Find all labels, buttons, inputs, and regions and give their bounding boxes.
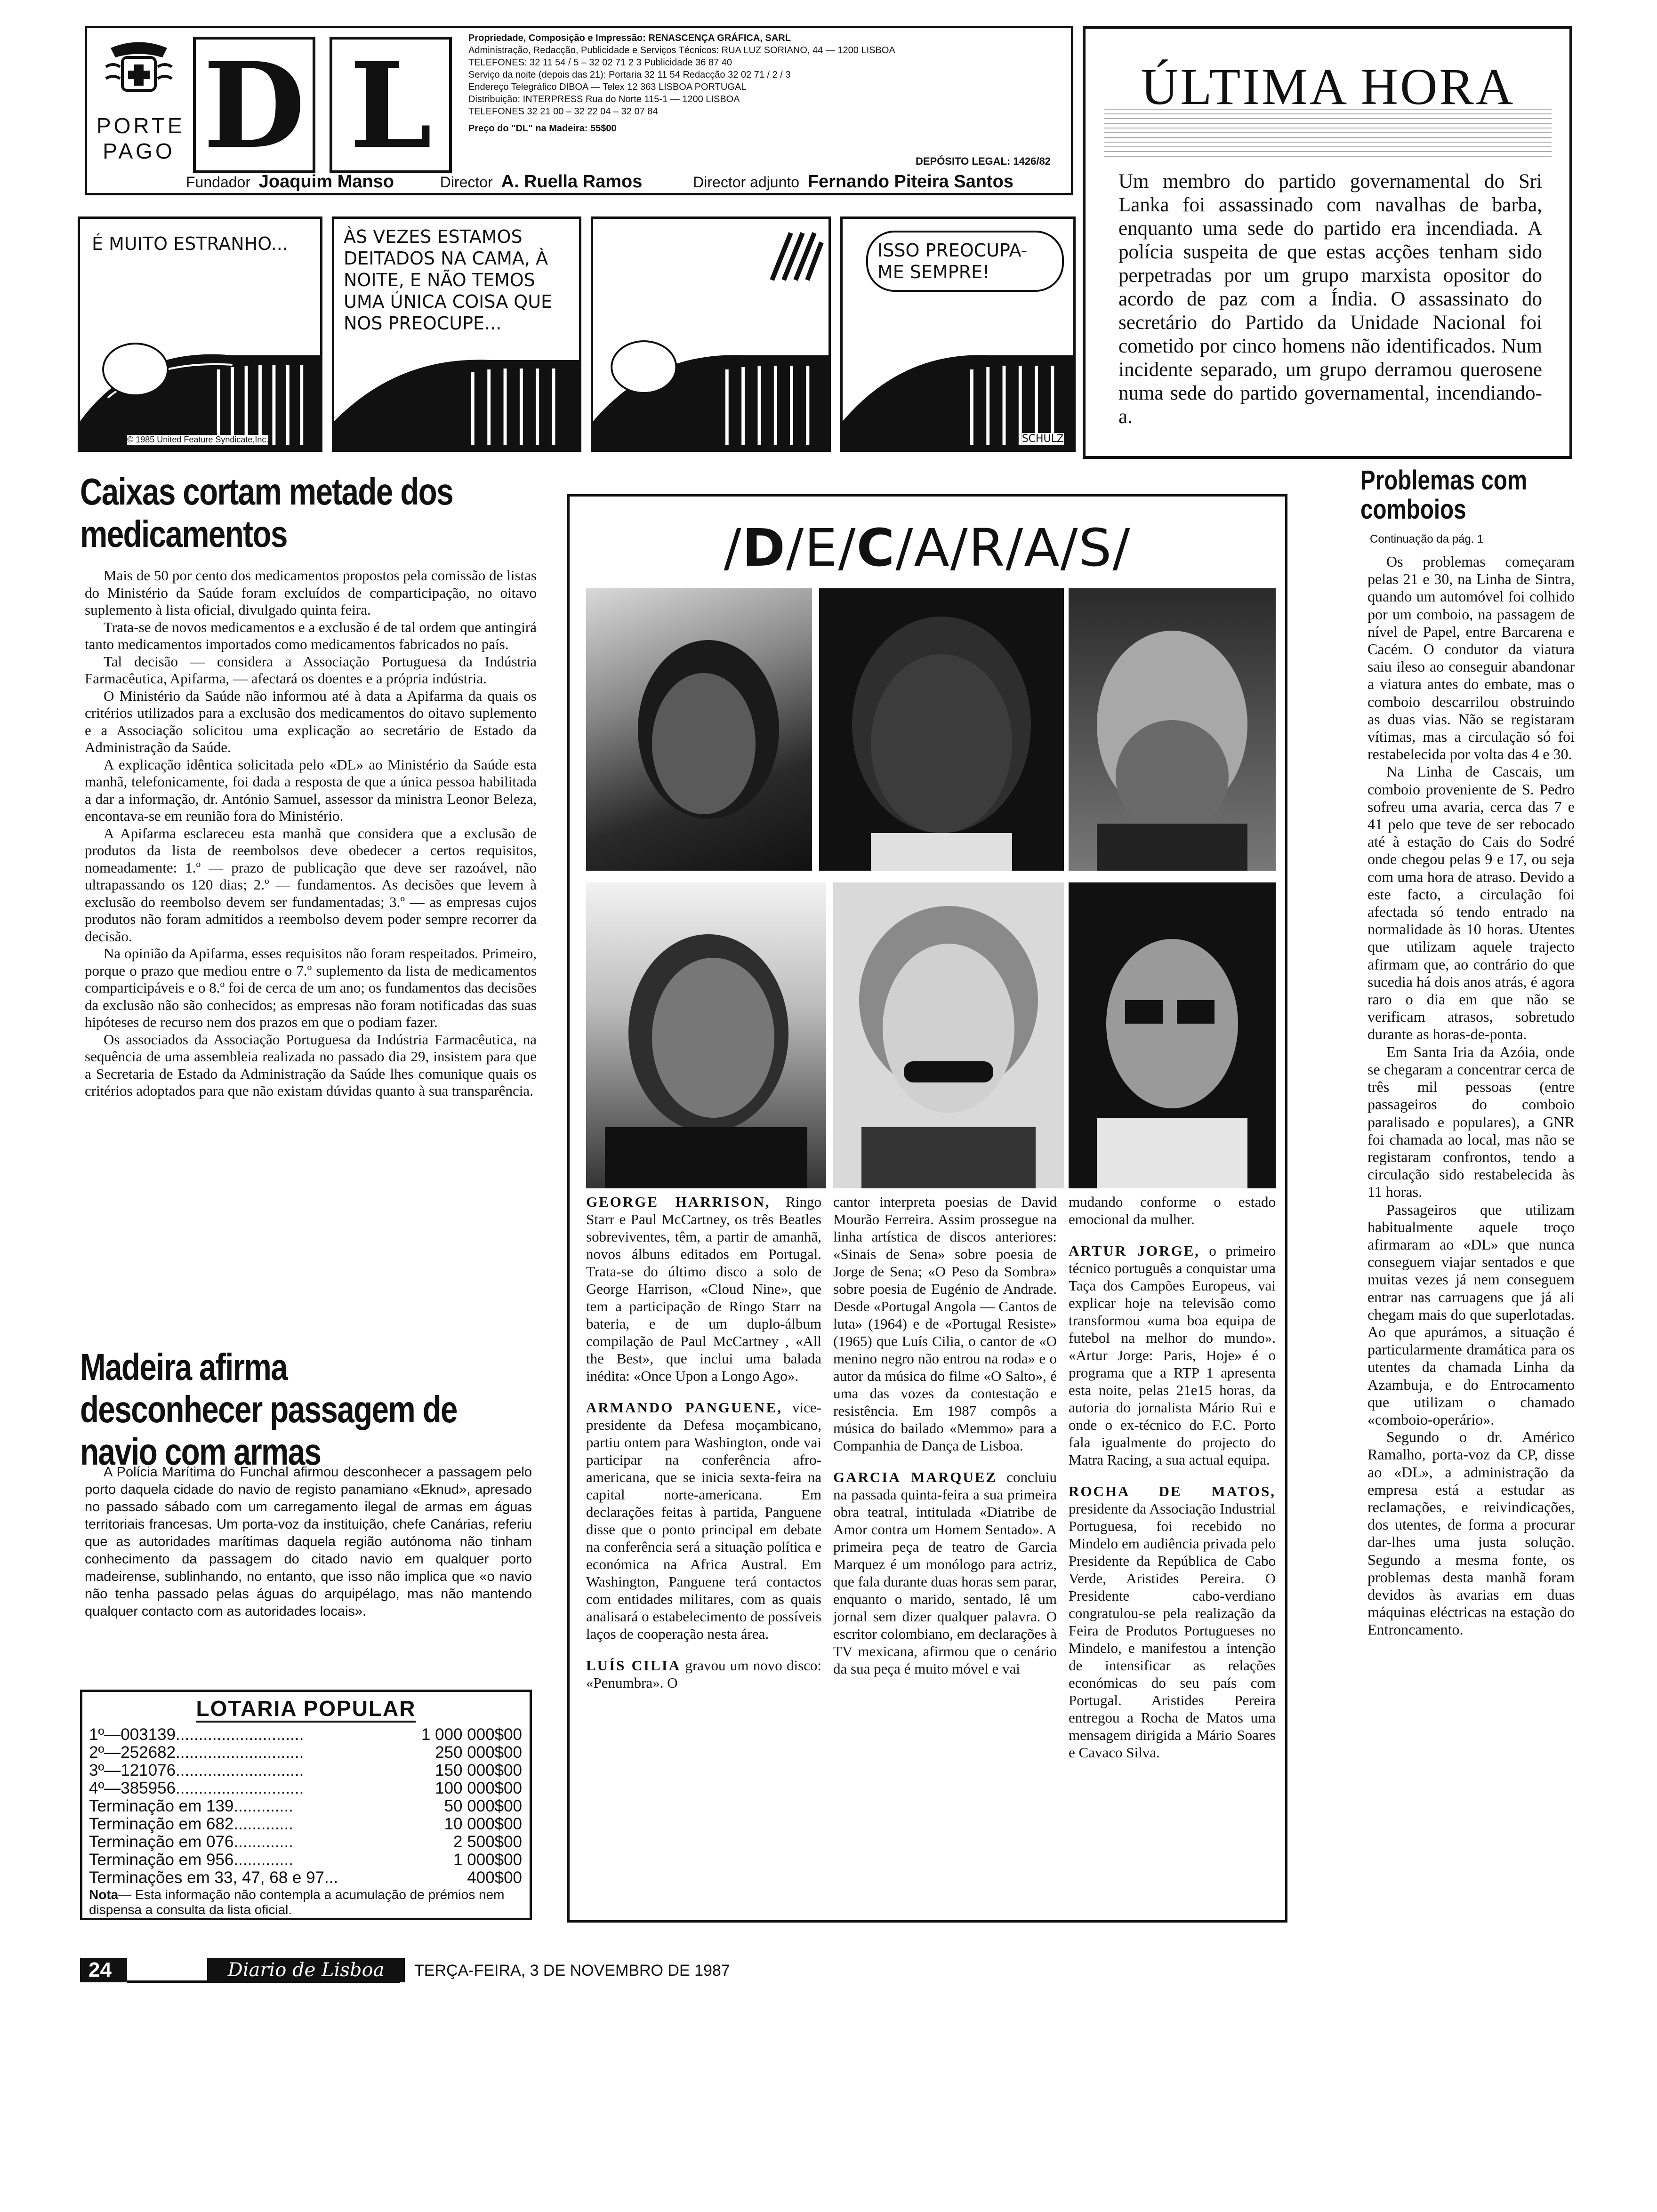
person-name: ARTUR JORGE,: [1069, 1242, 1200, 1259]
imprint-line: TELEFONES: 32 11 54 / 5 – 32 02 71 2 3 Publicidade 36 87 40: [468, 57, 732, 68]
paragraph: A Apifarma esclareceu esta manhã que considera que a exclusão de produtos da lista de reembolsos deve obedecer a certos requisitos, nomeadamente: 1.º — prazo de publicação que deve ser razoável, não ultrapassando os 120 dias; 2.º — fundamentos. As decisões que levem à exclusão do reembolso devem ser fundamentadas; 3.º — as empresas cujos produtos não foram admitidos a reembolso devem poder sempre recorrer da decisão.: [85, 825, 537, 945]
photo-garcia-marquez: [586, 882, 826, 1188]
decaras-column-3: [1069, 1193, 1276, 1775]
scribble-icon: [767, 228, 824, 285]
prize-value: 100 000$00: [435, 1779, 522, 1797]
portrait-silhouette-icon: [1069, 882, 1276, 1188]
porte-pago: [97, 113, 185, 164]
item-text: Ringo Starr e Paul McCartney, os três Beatles sobreviventes, têm, a partir de amanhã, novos álbuns editados em Portugal. Trata-se do último disco a solo de George Harrison, «Cloud Nine», que tem a participação de Ringo Starr na bateria, e de um duplo-álbum compilação de Paul McCartney , «All the Best», que inclui uma balada inédita: «Once Upon a Longo Ago».: [586, 1194, 821, 1384]
bed-drawing-icon: [593, 327, 828, 449]
paragraph: Na opinião da Apifarma, esses requisitos não foram respeitados. Primeiro, porque o prazo que mediou entre o 7.º suplemento da lista de medicamentos comparticipáveis e o 8.º foi de cerca de um ano; os fundamentos das decisões da exclusão não são conhecidos; as empresas não foram notificadas das suas hipóteses de recurso nem dos prazos em que o podiam fazer.: [85, 945, 537, 1030]
comic-panel-3: [591, 216, 831, 452]
decaras-column-1: [586, 1193, 821, 1706]
imprint-line: Propriedade, Composição e Impressão: RENASCENÇA GRÁFICA, SARL: [468, 33, 791, 43]
paragraph: Os problemas começaram pelas 21 e 30, na Linha de Sintra, quando um automóvel foi colhido por um comboio, na passagem de nível de Papel, entre Barcarena e Cacém. O condutor da viatura saiu ileso ao conseguir abandonar a viatura antes do embate, mas o comboio descarrilou obstruindo as duas vias. Não se registaram vítimas, mas a circulação só foi restabelecida por volta das 4 e 30.: [1367, 553, 1575, 763]
item-text: presidente da Associação Industrial Portuguesa, foi recebido no Mindelo em audiência privada pelo Presidente da República de Cabo Verde, Aristides Pereira. O Presidente cabo-verdiano congratulou-se pela realização da Feira de Produtos Portugueses no Mindelo, e manifestou a intenção de intensificar as relações económicas do seu país com Portugal. Aristides Pereira entregou a Rocha de Matos uma mensagem dirigida a Mário Soares e Cavaco Silva.: [1069, 1500, 1276, 1761]
comic-panel-4: [840, 216, 1076, 452]
decaras-column-2: [833, 1193, 1057, 1691]
paragraph: A Polícia Marítima do Funchal afirmou desconhecer a passagem pelo porto daquela cidade do navio de registo panamiano «Eknud», apresado no passado sábado com um carregamento ilegal de armas em águas territoriais francesas. Um porta-voz da instituição, chefe Canárias, referiu que as autoridades marítimas daquela região autónoma não tinham conhecimento da passagem do citado navio em qualquer porto madeirense, sublinhando, no entanto, que isso não implica que «o navio não tenha passado pelas águas do arquipélago, mas não mantendo qualquer contacto com as autoridades locais».: [85, 1465, 532, 1619]
title-part: /E/: [786, 518, 857, 578]
person-name: ROCHA DE MATOS,: [1069, 1483, 1276, 1499]
prize-label: Terminações em 33, 47, 68 e 97: [89, 1868, 325, 1887]
coat-of-arms-icon: [101, 39, 177, 95]
item-text: vice-presidente da Defesa moçambicano, partiu ontem para Washington, onde vai participar na conferência afro-americana, que se inicia sexta-feira na capital norte-americana. Em declarações feitas à partida, Panguene disse que o ponto principal em debate na conferência será a situação política e económica na Africa Austral. Em Washington, Panguene terá contactos com entidades militares, com as quais analisará o estabelecimento de possíveis laços de cooperação nesta área.: [586, 1399, 821, 1642]
decaras-item: [833, 1193, 1057, 1454]
prize-label: Terminação em 139: [89, 1797, 234, 1815]
item-text: o primeiro técnico português a conquistar uma Taça dos Campões Europeus, vai explicar hoje na televisão como transformou «uma boa equipa de futebol na melhor do mundo». «Artur Jorge: Paris, Hoje» é o programa que a RTP 1 apresenta esta noite, pelas 21e15 horas, da autoria do jornalista Mário Rui e onde o ex-técnico do F.C. Porto fala igualmente do projecto do Matra Racing, a sua actual equipa.: [1069, 1242, 1276, 1468]
imprint-line: Endereço Telegráfico DIBOA — Telex 12 363 LISBOA PORTUGAL: [468, 82, 747, 92]
paragraph: A explicação idêntica solicitada pelo «DL» ao Ministério da Saúde esta manhã, telefonicamente, foi dada a resposta de que a única pessoa habilitada a dar a informação, dr. António Samuel, assessor da ministra Leonor Beleza, encontava-se em reunião fora do Ministério.: [85, 756, 537, 824]
decaras-item: [586, 1657, 821, 1691]
ultima-hora-title: ÚLTIMA HORA: [1141, 58, 1515, 115]
paragraph: Passageiros que utilizam habitualmente aquele troço afirmaram ao «DL» que nunca conseguem viajar sentados e que muitas vezes já nem conseguem entrar nas carruagens que já ali chegam mais do que superlotadas. Ao que apurámos, a situação é particularmente dramática para os utentes da chamada Linha da Azambuja, e do Entrocamento que utilizam o chamado «comboio-operário».: [1367, 1201, 1575, 1428]
director-adjunto-name: Fernando Piteira Santos: [807, 172, 1014, 192]
bed-drawing-icon: [80, 327, 320, 449]
prize-label: 3º—121076: [89, 1761, 176, 1779]
porte-label: PORTE: [97, 113, 185, 138]
title-part: /: [724, 518, 742, 578]
photo-artur-jorge: [1069, 588, 1276, 871]
imprint-line: TELEFONES 32 21 00 – 32 22 04 – 32 07 84: [468, 106, 658, 117]
prize-value: 400$00: [467, 1868, 522, 1887]
director-label: Director: [440, 174, 493, 191]
logo-letter-l: L: [330, 37, 452, 173]
decaras-item: [586, 1399, 821, 1643]
lotaria-row: 4º—385956............................ 100 000$00: [89, 1779, 522, 1797]
comic-date: 7-6: [88, 431, 105, 443]
lotaria-row: 2º—252682............................ 250 000$00: [89, 1743, 522, 1762]
photo-rocha-de-matos: [1069, 882, 1276, 1188]
decaras-title: [570, 518, 1285, 578]
speech-text: É MUITO ESTRANHO...: [92, 233, 288, 254]
person-name: GEORGE HARRISON,: [586, 1194, 771, 1210]
masthead: [85, 26, 1073, 195]
imprint-line: Preço do "DL" na Madeira: 55$00: [468, 123, 617, 134]
prize-label: Terminação em 076: [89, 1833, 234, 1851]
comic-panel-2: [332, 216, 581, 452]
decaras-item: [833, 1468, 1057, 1677]
paragraph: Tal decisão — considera a Associação Portuguesa da Indústria Farmacêutica, Apifarma, — afectará os doentes e a própria indústria.: [85, 653, 537, 687]
staff-line: [186, 172, 1071, 192]
lotaria-title-text: LOTARIA POPULAR: [196, 1696, 416, 1723]
lotaria-row: Terminação em 139............. 50 000$00: [89, 1797, 522, 1815]
portrait-silhouette-icon: [833, 882, 1064, 1188]
lotaria-title: [82, 1696, 530, 1721]
portrait-silhouette-icon: [586, 588, 812, 871]
photo-george-harrison: [586, 588, 812, 871]
comic-strip: [78, 216, 1076, 452]
decaras-item: [1069, 1242, 1276, 1468]
page-number: 24: [80, 1958, 127, 1982]
imprint-line: Distribuição: INTERPRESS Rua do Norte 115-1 — 1200 LISBOA: [468, 94, 740, 104]
fundador-name: Joaquim Manso: [258, 172, 394, 192]
prize-value: 250 000$00: [435, 1743, 522, 1762]
headline-comboios: Problemas com comboios: [1360, 465, 1528, 525]
photo-luis-cilia: [833, 882, 1064, 1188]
lotaria-row: 1º—003139............................ 1 000 000$00: [89, 1725, 522, 1744]
imprint-line: Serviço da noite (depois das 21): Portaria 32 11 54 Redacção 32 02 71 / 2 / 3: [468, 70, 791, 80]
prize-value: 150 000$00: [435, 1761, 522, 1779]
bed-drawing-icon: [843, 327, 1073, 449]
director-adjunto-label: Director adjunto: [693, 174, 800, 191]
article-caixas: [85, 567, 537, 1100]
item-text: gravou um novo disco: «Penumbra». O: [586, 1657, 822, 1691]
prize-value: 1 000 000$00: [421, 1725, 522, 1744]
prize-value: 1 000$00: [453, 1851, 522, 1869]
comic-panel-1: [78, 216, 322, 452]
portrait-silhouette-icon: [586, 882, 826, 1188]
comic-copyright: © 1985 United Feature Syndicate,Inc.: [127, 435, 269, 444]
dl-logo: [193, 37, 457, 178]
paragraph: Na Linha de Cascais, um comboio proveniente de S. Pedro sofreu uma avaria, cerca das 7 e 41 pelo que teve de ser rebocado até à estação do Cais do Sodré onde chegou pelas 9 e 17, ou seja com uma hora de atraso. Devido a este facto, a circulação foi afectada só tendo entrado na normalidade às 10 horas. Utentes que utilizam aquele trajecto afirmam que, ao contrário do que sucedia há dois anos atrás, é agora raro o dia em que não se verificam atrasos, sobretudo durante as horas-de-ponta.: [1367, 763, 1575, 1043]
prize-label: 2º—252682: [89, 1743, 176, 1762]
fundador-label: Fundador: [186, 174, 250, 191]
prize-label: Terminação em 956: [89, 1851, 234, 1869]
portrait-silhouette-icon: [1069, 588, 1276, 871]
item-text: concluiu na passada quinta-feira a sua primeira obra teatral, intitulada «Diatribe de Amor contra um Homem Sentado». A primeira peça de teatro de Garcia Marquez é um monólogo para actriz, que fala durante duas horas sem parar, enquanto o marido, sentado, lê um jornal sem dizer qualquer palavra. O escritor colombiano, em declarações à TV mexicana, afirmou que o cenário da sua peça é muito móvel e vai: [833, 1469, 1057, 1677]
pago-label: PAGO: [103, 139, 175, 163]
ultima-hora-text: Um membro do partido governamental do Sri Lanka foi assassinado com navalhas de barba, enquanto uma sede do partido era incendiada. A polícia suspeita de que estas acções tenham sido perpetradas por um grupo marxista opositor do acordo de paz com a Índia. O assassinato do secretário do Partido da Unidade Nacional foi cometido por cinco homens não identificados. Num incidente separado, um grupo derramou querosene numa sede do partido governamental, incendiando-a.: [1118, 170, 1542, 428]
decaras-section: [567, 494, 1287, 1923]
title-part: C: [856, 518, 896, 578]
lotaria-note: [89, 1887, 522, 1917]
paragraph: O Ministério da Saúde não informou até à data a Apifarma da quais os critérios utilizados para a exclusão dos medicamentos do oitavo suplemento e a Associação solicitou uma explicação ao secretário de Estado da Administração da Saúde.: [85, 687, 537, 755]
article-madeira: [85, 1464, 532, 1620]
paragraph: Trata-se de novos medicamentos e a exclusão é de tal ordem que antingirá tanto medicamentos importados como medicamentos fabricados no país.: [85, 618, 537, 652]
lotaria-row: Terminação em 682............. 10 000$00: [89, 1815, 522, 1833]
prize-value: 10 000$00: [444, 1815, 522, 1833]
deposito-legal: DEPÓSITO LEGAL: 1426/82: [916, 155, 1051, 167]
title-part: /A/R/A/S/: [895, 518, 1131, 578]
paragraph: Segundo o dr. Américo Ramalho, porta-voz da CP, disse ao «DL», a administração da empresa está a estudar as reclamações, e reivindicações, dos utentes, de forma a procurar dar-lhes uma justa solução. Segundo a mesma fonte, os problemas desta manhã foram devidos às avarias em duas máquinas eléctricas na estação do Entroncamento.: [1367, 1428, 1575, 1638]
title-part: D: [742, 518, 786, 578]
decaras-item: [1069, 1193, 1276, 1228]
ultima-hora-box: [1083, 26, 1572, 459]
person-name: GARCIA MARQUEZ: [833, 1469, 997, 1485]
director-name: A. Ruella Ramos: [501, 172, 643, 192]
prize-value: 2 500$00: [453, 1833, 522, 1851]
paragraph: Os associados da Associação Portuguesa da Indústria Farmacêutica, na sequência de uma assembleia realizada no passado dia 29, insistem para que a Secretaria de Estado da Administração da Saúde lhes comunique quais os critérios adoptados para que não existam dúvidas quanto à sua transparência.: [85, 1031, 537, 1099]
speech-bubble: ISSO PREOCUPA-ME SEMPRE!: [866, 231, 1064, 292]
nota-label: Nota: [89, 1887, 119, 1902]
item-text: cantor interpreta poesias de David Mourão Ferreira. Assim prossegue na linha artística de discos anteriores: «Sinais de Sena» sobre poesia de Jorge de Sena; «O Peso da Sombra» sobre poesia de Eugénio de Andrade. Desde «Portugal Angola — Cantos de luta» (1964) e de «Portugal Resiste» (1965) que Luís Cilia, o cantor de «O menino negro não entrou na roda» e o autor da música do filme «O Salto», é uma das vozes da contestação e resistência. Em 1987 compôs a música do bailado «Memmo» para a Companhia de Dança de Lisboa.: [833, 1194, 1057, 1454]
person-name: LUÍS CILIA: [586, 1657, 681, 1674]
lotaria-box: [80, 1690, 532, 1920]
logo-letter-d: D: [193, 37, 315, 173]
issue-date: TERÇA-FEIRA, 3 DE NOVEMBRO DE 1987: [414, 1962, 730, 1980]
prize-label: 1º—003139: [89, 1725, 176, 1744]
imprint-line: Administração, Redacção, Publicidade e Serviços Técnicos: RUA LUZ SORIANO, 44 — 1200 LISBOA: [468, 45, 895, 56]
prize-label: 4º—385956: [89, 1779, 176, 1797]
comic-signature: SCHULZ: [1022, 433, 1064, 445]
person-name: ARMANDO PANGUENE,: [586, 1399, 782, 1416]
portrait-silhouette-icon: [819, 588, 1064, 871]
item-text: mudando conforme o estado emocional da mulher.: [1069, 1194, 1276, 1227]
decaras-item: [1069, 1483, 1276, 1761]
prize-label: Terminação em 682: [89, 1815, 234, 1833]
lotaria-row: Terminações em 33, 47, 68 e 97... 400$00: [89, 1868, 522, 1887]
lotaria-row: Terminação em 956............. 1 000$00: [89, 1851, 522, 1869]
article-comboios: [1367, 553, 1575, 1639]
bed-drawing-icon: [334, 327, 579, 449]
speech-text: ÀS VEZES ESTAMOS DEITADOS NA CAMA, À NOITE, E NÃO TEMOS UMA ÚNICA COISA QUE NOS PREOCUPE...: [344, 226, 553, 334]
decaras-item: [586, 1193, 821, 1385]
lotaria-row: 3º—121076............................ 150 000$00: [89, 1761, 522, 1779]
newspaper-title: Diario de Lisboa: [207, 1958, 405, 1982]
headline-madeira: Madeira afirma desconhecer passagem de navio com armas: [80, 1346, 457, 1473]
lotaria-row: Terminação em 076............. 2 500$00: [89, 1833, 522, 1851]
continuation-note: Continuação da pág. 1: [1370, 533, 1484, 545]
imprint: [468, 32, 1066, 135]
headline-caixas: Caixas cortam metade dos medicamentos: [80, 471, 453, 555]
photo-armando-panguene: [819, 588, 1064, 871]
prize-value: 50 000$00: [444, 1797, 522, 1815]
paragraph: Em Santa Iria da Azóia, onde se chegaram a concentrar cerca de três mil pessoas (entre passageiros do comboio paralisado e populares), a GNR foi chamada ao local, mas não se registaram confrontos, tendo a circulação sido restabelecida às 11 horas.: [1367, 1043, 1575, 1201]
paragraph: Mais de 50 por cento dos medicamentos propostos pela comissão de listas do Ministério da Saúde foram excluídos de comparticipação, no oitavo suplemento à lista oficial, divulgado quinta feira.: [85, 567, 537, 618]
nota-text: — Esta informação não contempla a acumulação de prémios nem dispensa a consulta da lista oficial.: [89, 1887, 505, 1917]
